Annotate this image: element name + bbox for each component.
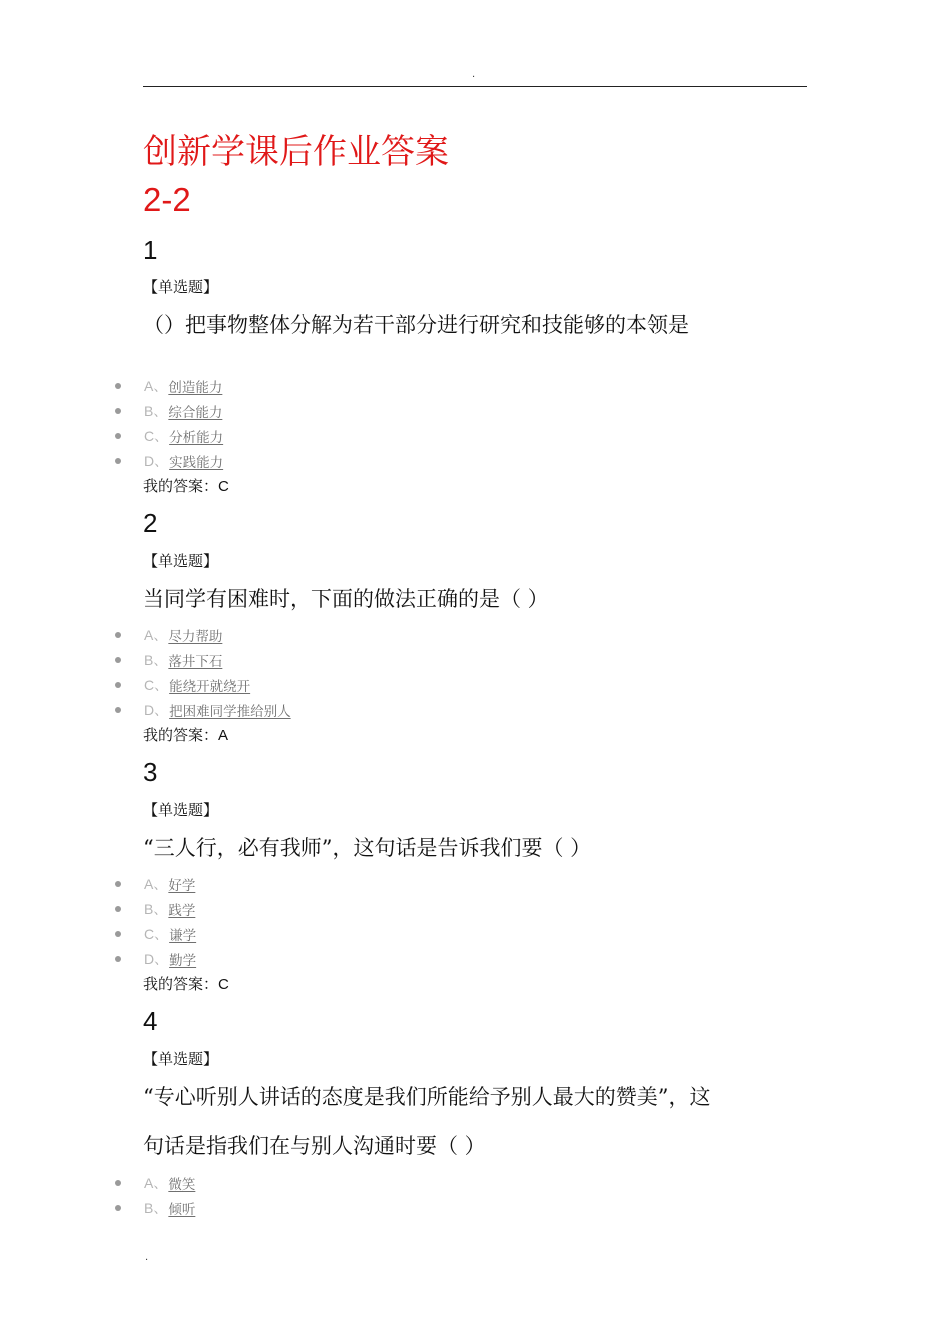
answer-value: C: [218, 976, 229, 993]
option-link[interactable]: 把困难同学推给别人: [169, 704, 291, 720]
question-text: 当同学有困难时，下面的做法正确的是（ ）: [143, 587, 549, 611]
question-number: 2: [143, 508, 158, 538]
answer-label: 我的答案：: [143, 975, 219, 993]
question-type: 【单选题】: [143, 801, 219, 819]
option-link[interactable]: 创造能力: [168, 380, 223, 396]
question-text: “专心听别人讲话的态度是我们所能给予别人最大的赞美”，这: [143, 1085, 711, 1109]
option-item[interactable]: [115, 650, 222, 670]
header-dot: .: [472, 69, 476, 80]
bullet-icon: [115, 383, 121, 389]
option-letter: B、: [144, 652, 168, 668]
option-link[interactable]: 谦学: [169, 928, 197, 944]
question-text: （）把事物整体分解为若干部分进行研究和技能够的本领是: [143, 313, 689, 337]
option-letter: B、: [144, 1200, 168, 1216]
my-answer: [143, 725, 228, 746]
option-letter: A、: [144, 627, 168, 643]
question-type: 【单选题】: [143, 552, 219, 570]
bullet-icon: [115, 632, 121, 638]
bullet-icon: [115, 707, 121, 713]
option-link[interactable]: 勤学: [169, 953, 197, 969]
option-letter: C、: [144, 677, 169, 693]
bullet-icon: [115, 1205, 121, 1211]
option-letter: D、: [144, 951, 169, 967]
option-item[interactable]: [115, 1173, 195, 1193]
bullet-icon: [115, 881, 121, 887]
document-subtitle: 2-2: [143, 181, 191, 218]
option-letter: A、: [144, 1175, 168, 1191]
option-item[interactable]: [115, 899, 195, 919]
bullet-icon: [115, 433, 121, 439]
option-item[interactable]: [115, 376, 222, 396]
option-item[interactable]: [115, 426, 223, 446]
option-link[interactable]: 实践能力: [169, 455, 224, 471]
question-type: 【单选题】: [143, 1050, 219, 1068]
bullet-icon: [115, 931, 121, 937]
option-item[interactable]: [115, 1198, 195, 1218]
option-link[interactable]: 分析能力: [169, 430, 224, 446]
header-rule: [143, 86, 807, 87]
question-number: 3: [143, 757, 158, 787]
option-letter: A、: [144, 876, 168, 892]
bullet-icon: [115, 458, 121, 464]
answer-label: 我的答案：: [143, 477, 219, 495]
document-title: 创新学课后作业答案: [143, 132, 449, 172]
bullet-icon: [115, 956, 121, 962]
option-letter: C、: [144, 926, 169, 942]
bullet-icon: [115, 657, 121, 663]
option-letter: D、: [144, 453, 169, 469]
option-link[interactable]: 微笑: [168, 1177, 196, 1193]
footer-dot: .: [145, 1252, 149, 1263]
question-text: “三人行，必有我师”，这句话是告诉我们要（ ）: [143, 836, 592, 860]
option-link[interactable]: 落井下石: [168, 654, 223, 670]
option-item[interactable]: [115, 451, 223, 471]
bullet-icon: [115, 682, 121, 688]
option-item[interactable]: [115, 401, 222, 421]
bullet-icon: [115, 906, 121, 912]
question-number: 4: [143, 1006, 158, 1036]
option-letter: D、: [144, 702, 169, 718]
answer-label: 我的答案：: [143, 726, 219, 744]
option-link[interactable]: 践学: [168, 903, 196, 919]
option-item[interactable]: [115, 700, 291, 720]
option-letter: B、: [144, 901, 168, 917]
option-link[interactable]: 能绕开就绕开: [169, 679, 251, 695]
bullet-icon: [115, 1180, 121, 1186]
option-letter: B、: [144, 403, 168, 419]
option-item[interactable]: [115, 675, 250, 695]
option-item[interactable]: [115, 949, 196, 969]
option-item[interactable]: [115, 625, 222, 645]
bullet-icon: [115, 408, 121, 414]
option-link[interactable]: 综合能力: [168, 405, 223, 421]
option-item[interactable]: [115, 874, 195, 894]
answer-value: A: [218, 727, 229, 744]
my-answer: [143, 476, 229, 497]
option-letter: C、: [144, 428, 169, 444]
my-answer: [143, 974, 229, 995]
option-link[interactable]: 倾听: [168, 1202, 196, 1218]
option-link[interactable]: 好学: [168, 878, 196, 894]
answer-value: C: [218, 478, 229, 495]
question-number: 1: [143, 235, 158, 265]
question-text: 句话是指我们在与别人沟通时要（ ）: [143, 1134, 486, 1158]
option-letter: A、: [144, 378, 168, 394]
option-link[interactable]: 尽力帮助: [168, 629, 223, 645]
question-type: 【单选题】: [143, 278, 219, 296]
option-item[interactable]: [115, 924, 196, 944]
